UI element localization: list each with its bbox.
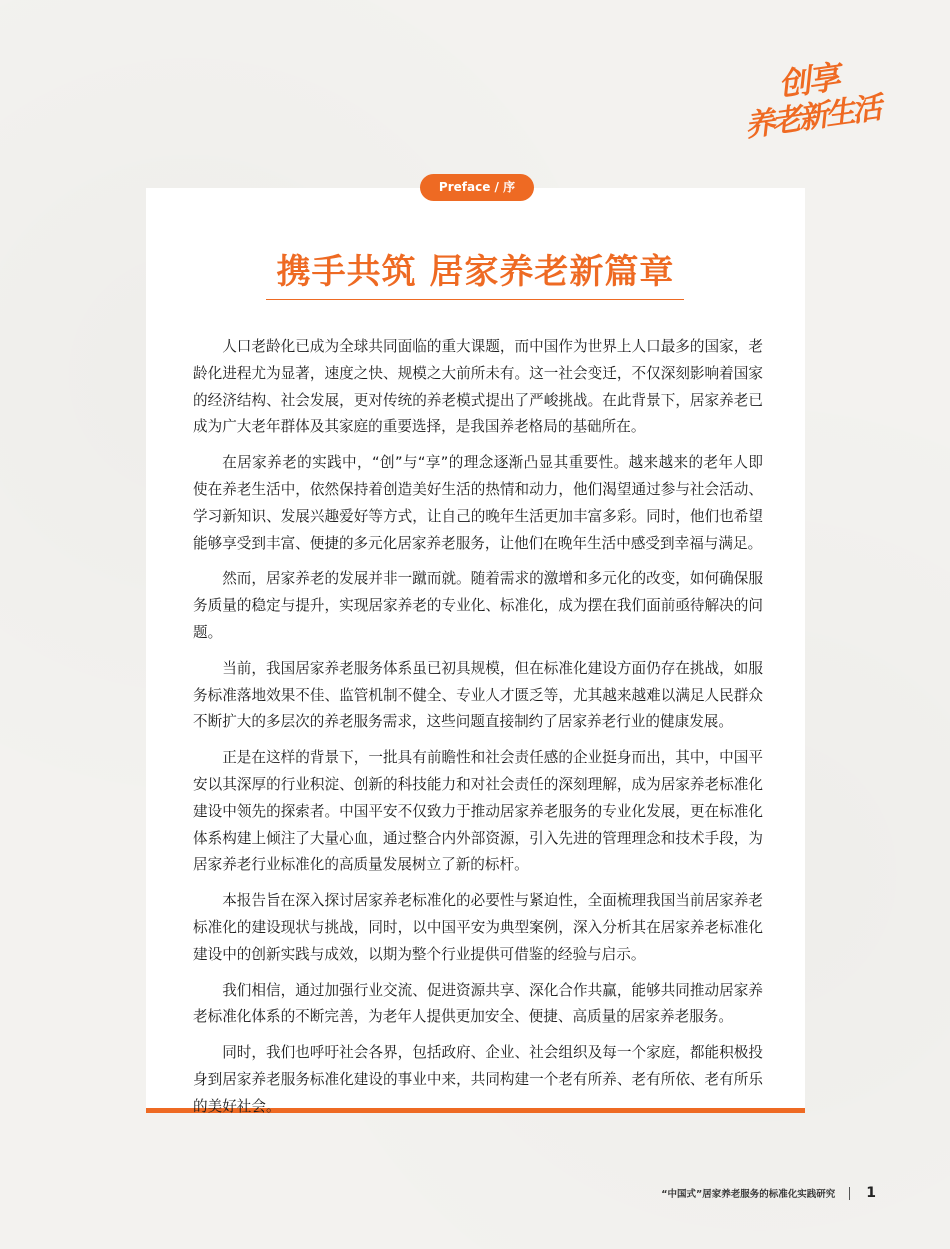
paragraph: 正是在这样的背景下，一批具有前瞻性和社会责任感的企业挺身而出，其中，中国平安以其深厚的行业积淀、创新的科技能力和对社会责任的深刻理解，成为居家养老标准化建设中领先的探索者。中国平安不仅致力于推动居家养老服务的专业化发展，更在标准化体系构建上倾注了大量心血，通过整合内外部资源，引入先进的管理理念和技术手段，为居家养老行业标准化的高质量发展树立了新的标杆。 xyxy=(193,749,763,874)
paragraph: 本报告旨在深入探讨居家养老标准化的必要性与紧迫性，全面梳理我国当前居家养老标准化的建设现状与挑战，同时，以中国平安为典型案例，深入分析其在居家养老标准化建设中的创新实践与成效，以期为整个行业提供可借鉴的经验与启示。 xyxy=(193,892,763,963)
paragraph: 然而，居家养老的发展并非一蹴而就。随着需求的激增和多元化的改变，如何确保服务质量的稳定与提升，实现居家养老的专业化、标准化，成为摆在我们面前亟待解决的问题。 xyxy=(193,570,763,641)
paragraph: 在居家养老的实践中，“创”与“享”的理念逐渐凸显其重要性。越来越来的老年人即使在养老生活中，依然保持着创造美好生活的热情和动力，他们渴望通过参与社会活动、学习新知识、发展兴趣爱好等方式，让自己的晚年生活更加丰富多彩。同时，他们也希望能够享受到丰富、便捷的多元化居家养老服务，让他们在晚年生活中感受到幸福与满足。 xyxy=(193,454,763,552)
brand-logo xyxy=(742,52,892,144)
preface-body xyxy=(193,334,763,1130)
paragraph: 当前，我国居家养老服务体系虽已初具规模，但在标准化建设方面仍存在挑战，如服务标准落地效果不佳、监管机制不健全、专业人才匮乏等，尤其越来越难以满足人民群众不断扩大的多层次的养老服务需求，这些问题直接制约了居家养老行业的健康发展。 xyxy=(193,659,763,731)
page-title: 携手共筑 居家养老新篇章 xyxy=(276,252,675,292)
footer-report-title: “中国式”居家养老服务的标准化实践研究 xyxy=(661,1189,836,1200)
footer-divider xyxy=(849,1187,850,1200)
page-number: 1 xyxy=(866,1185,876,1201)
page-footer xyxy=(661,1183,876,1203)
title-underline xyxy=(266,299,684,300)
preface-label: Preface / 序 xyxy=(420,174,534,201)
logo-line-1: 创享 xyxy=(775,57,841,104)
paragraph: 我们相信，通过加强行业交流、促进资源共享、深化合作共赢，能够共同推动居家养老标准化体系的不断完善，为老年人提供更加安全、便捷、高质量的居家养老服务。 xyxy=(193,981,763,1026)
paragraph: 人口老龄化已成为全球共同面临的重大课题，而中国作为世界上人口最多的国家，老龄化进程尤为显著，速度之快、规模之大前所未有。这一社会变迁，不仅深刻影响着国家的经济结构、社会发展，更对传统的养老模式提出了严峻挑战。在此背景下，居家养老已成为广大老年群体及其家庭的重要选择，是我国养老格局的基础所在。 xyxy=(193,338,763,436)
paragraph: 同时，我们也呼吁社会各界，包括政府、企业、社会组织及每一个家庭，都能积极投身到居家养老服务标准化建设的事业中来，共同构建一个老有所养、老有所依、老有所乐的美好社会。 xyxy=(193,1044,763,1115)
logo-line-2: 养老新生活 xyxy=(742,90,882,145)
